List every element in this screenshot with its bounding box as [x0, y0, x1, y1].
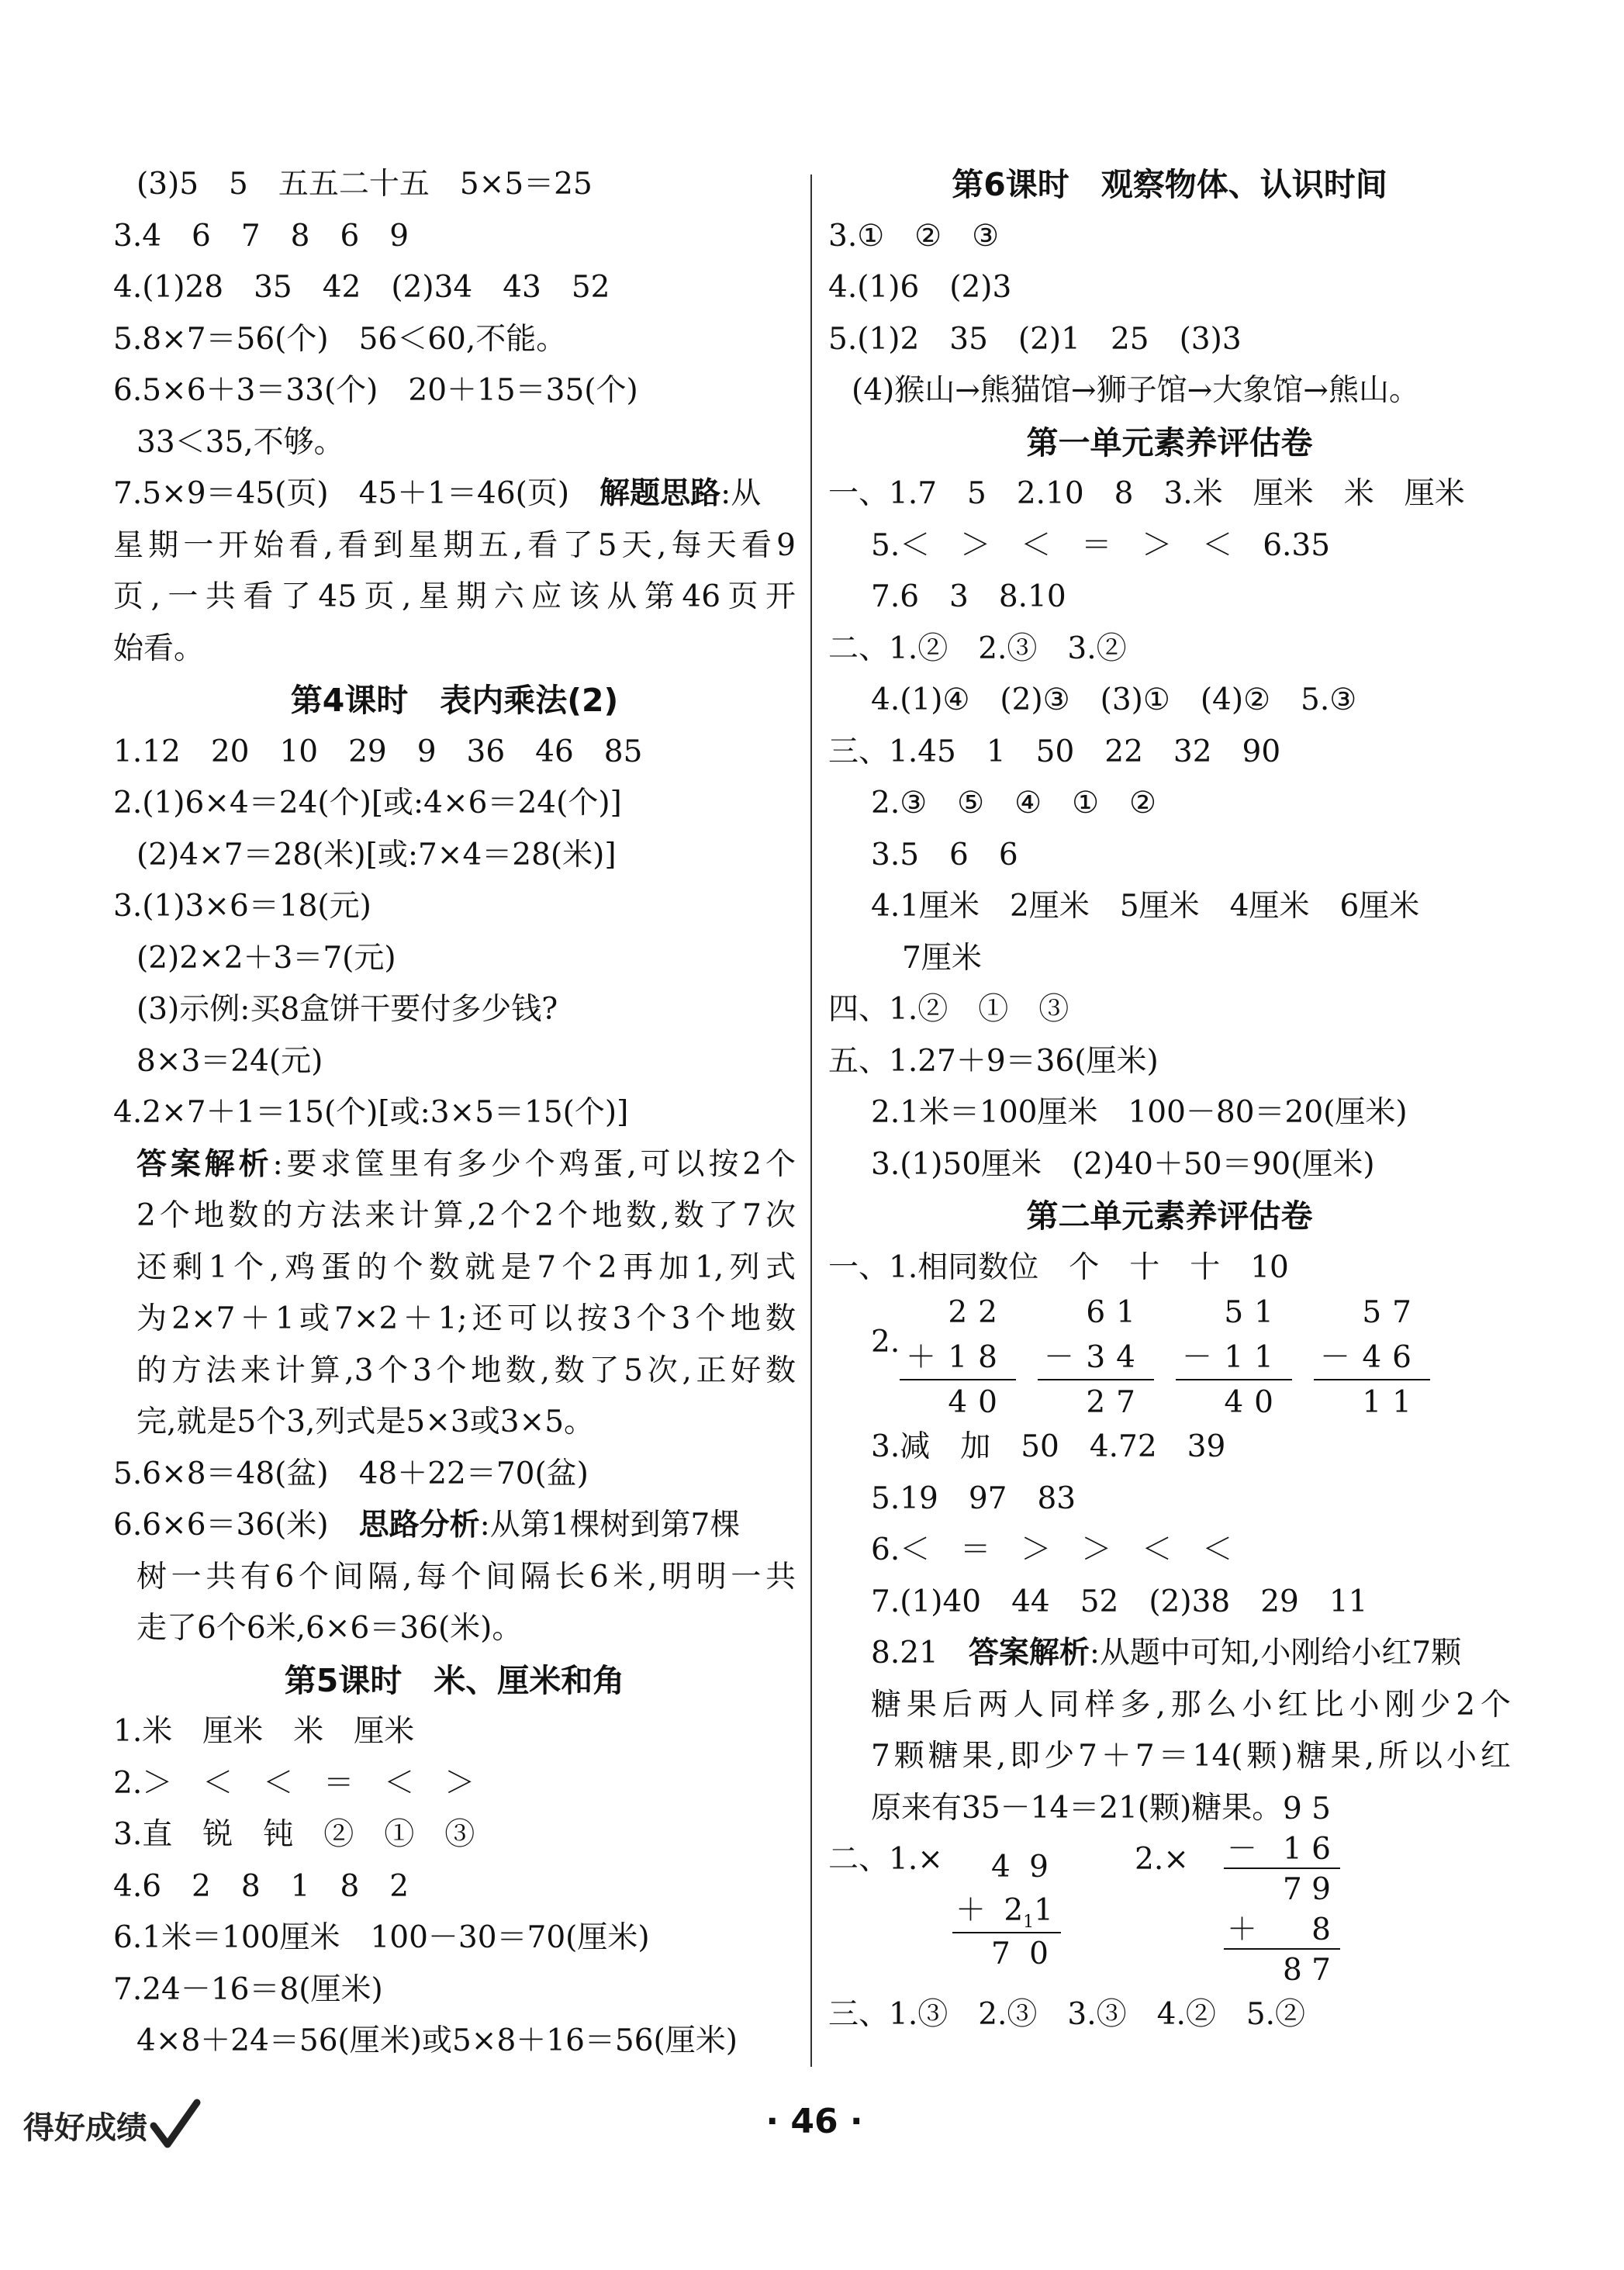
- calc-operator: －: [1320, 1340, 1351, 1375]
- answer-line: 5.19 97 83: [871, 1481, 1076, 1516]
- answer-line: 3.(1)3×6＝18(元): [113, 889, 371, 924]
- answer-line: 8×3＝24(元): [136, 1043, 323, 1079]
- explanation-line: [113, 1139, 796, 1191]
- vertical-calc: [1038, 1287, 1154, 1427]
- answer-line: 2.③ ⑤ ④ ① ②: [871, 786, 1157, 821]
- answer-line: 4×8＋24＝56(厘米)或5×8＋16＝56(厘米): [136, 2023, 738, 2058]
- vertical-calc: [900, 1287, 1016, 1427]
- calc-result: 40: [948, 1385, 1008, 1420]
- question-number: 2.: [871, 1325, 900, 1360]
- calc-mid: 1 6: [1282, 1832, 1331, 1867]
- answer-text: :从题中可知,小刚给小红7颗: [1089, 1636, 1462, 1671]
- explanation-line: 页,一共看了45页,星期六应该从第46页开: [113, 579, 796, 614]
- calc-top: 4 9: [990, 1850, 1053, 1885]
- explanation-line: 原来有35－14＝21(颗)糖果。: [871, 1790, 1283, 1826]
- section-heading: 第4课时 表内乘法(2): [290, 682, 619, 719]
- calc-mid: 11: [1224, 1340, 1284, 1375]
- answer-line: 一、1.相同数位 个 十 十 10: [828, 1249, 1289, 1285]
- brand-text: 得好成绩: [23, 2109, 147, 2146]
- calc-mid-digit: 2: [1004, 1893, 1024, 1928]
- answer-line: 33＜35,不够。: [136, 424, 344, 460]
- right-column: [828, 159, 1511, 2041]
- calc-result: 7 0: [990, 1937, 1053, 1971]
- answer-line: 三、1.45 1 50 22 32 90: [828, 734, 1281, 769]
- explanation-line: 糖果后两人同样多,那么小红比小刚少2个: [871, 1687, 1511, 1722]
- answer-line: 3.5 6 6: [871, 837, 1018, 872]
- answer-line: 7厘米: [902, 940, 982, 976]
- calc-operator: ＋: [955, 1893, 986, 1928]
- calc-mid: 34: [1086, 1340, 1146, 1375]
- calc-top: 22: [948, 1295, 1008, 1330]
- calc-result: 11: [1362, 1385, 1422, 1420]
- answer-line: 4.(1)④ (2)③ (3)① (4)② 5.③: [871, 682, 1357, 717]
- hint-label: 解题思路: [599, 476, 721, 511]
- answer-line: 2.1米＝100厘米 100－80＝20(厘米): [871, 1095, 1408, 1130]
- section-heading: 第5课时 米、厘米和角: [284, 1661, 625, 1699]
- explanation-line: 还剩1个,鸡蛋的个数就是7个2再加1,列式: [136, 1249, 796, 1285]
- question-number: 二、1.×: [828, 1842, 943, 1877]
- answer-line: [828, 1628, 1511, 1680]
- calc-mid: 8: [1311, 1912, 1331, 1947]
- calc-mid-digit: 1: [1034, 1893, 1053, 1928]
- answer-text: :从: [720, 476, 762, 511]
- answer-text: :从第1棵树到第7棵: [479, 1508, 741, 1543]
- calc-top: 51: [1224, 1295, 1284, 1330]
- explanation-line: 始看。: [113, 631, 205, 666]
- vertical-calc: [1224, 1784, 1340, 1993]
- answer-line: 3.直 锐 钝 ② ① ③: [113, 1817, 475, 1852]
- section-heading: 第一单元素养评估卷: [1026, 423, 1313, 461]
- explanation-line: 2个地数的方法来计算,2个2个地数,数了7次: [136, 1198, 796, 1233]
- answer-line: 2.＞ ＜ ＜ ＝ ＜ ＞: [113, 1765, 475, 1801]
- left-column: [113, 159, 796, 2068]
- answer-line: 3.4 6 7 8 6 9: [113, 218, 409, 254]
- explanation-line: 为2×7＋1或7×2＋1;还可以按3个3个地数: [136, 1301, 796, 1336]
- calc-top: 61: [1086, 1295, 1146, 1330]
- answer-line: (3)示例:买8盒饼干要付多少钱?: [136, 992, 558, 1027]
- answer-line: 5.6×8＝48(盆) 48＋22＝70(盆): [113, 1456, 589, 1491]
- calc-operator: ＋: [1227, 1912, 1258, 1947]
- explanation-line: 的方法来计算,3个3个地数,数了5次,正好数: [136, 1353, 796, 1388]
- carry-mark: 1: [1023, 1912, 1035, 1932]
- calc-mid: 18: [948, 1340, 1008, 1375]
- answer-line: 7.24－16＝8(厘米): [113, 1971, 383, 2007]
- answer-line: (2)4×7＝28(米)[或:7×4＝28(米)]: [136, 837, 617, 872]
- answer-line: 1.米 厘米 米 厘米: [113, 1714, 415, 1749]
- answer-text: 7.5×9＝45(页) 45＋1＝46(页): [113, 476, 600, 511]
- answer-line: 6.5×6＋3＝33(个) 20＋15＝35(个): [113, 373, 638, 408]
- answer-line: 四、1.② ① ③: [828, 992, 1069, 1027]
- vertical-calc-row: [828, 1294, 1511, 1422]
- hint-label: 答案解析: [136, 1146, 273, 1182]
- vertical-calc: [1176, 1287, 1292, 1427]
- answer-line: 4.6 2 8 1 8 2: [113, 1868, 409, 1904]
- answer-line: [113, 468, 796, 520]
- calc-result: 7 9: [1282, 1872, 1331, 1907]
- answer-line: 6.＜ ＝ ＞ ＞ ＜ ＜: [871, 1532, 1233, 1567]
- answer-line: 5.(1)2 35 (2)1 25 (3)3: [828, 321, 1242, 357]
- checkmark-icon: [147, 2098, 202, 2152]
- vertical-calc: [1314, 1287, 1430, 1427]
- answer-line: 三、1.③ 2.③ 3.③ 4.② 5.②: [828, 1997, 1306, 2032]
- answer-line: 4.1厘米 2厘米 5厘米 4厘米 6厘米: [871, 889, 1420, 924]
- calc-operator: ＋: [906, 1340, 937, 1375]
- calc-result: 8 7: [1282, 1953, 1331, 1988]
- calc-top: 9 5: [1282, 1791, 1331, 1826]
- answer-text: 8.21: [871, 1636, 969, 1671]
- explanation-line: 7颗糖果,即少7＋7＝14(颗)糖果,所以小红: [871, 1739, 1511, 1774]
- answer-line: 3.① ② ③: [828, 218, 1000, 254]
- explanation-line: 走了6个6米,6×6＝36(米)。: [136, 1611, 523, 1646]
- answer-line: (3)5 5 五五二十五 5×5＝25: [136, 167, 593, 202]
- hint-label: 思路分析: [358, 1508, 480, 1543]
- answer-line: 一、1.7 5 2.10 8 3.米 厘米 米 厘米: [828, 476, 1465, 511]
- vertical-calc: [952, 1842, 1061, 1981]
- answer-line: 3.(1)50厘米 (2)40＋50＝90(厘米): [871, 1146, 1375, 1182]
- hint-label: 答案解析: [968, 1636, 1090, 1671]
- answer-line: 4.(1)28 35 42 (2)34 43 52: [113, 270, 610, 305]
- answer-line: (2)2×2＋3＝7(元): [136, 940, 396, 976]
- brand-logo: [23, 2098, 202, 2152]
- section-heading: 第二单元素养评估卷: [1026, 1197, 1313, 1235]
- calc-mid: 46: [1362, 1340, 1422, 1375]
- calc-top: 57: [1362, 1295, 1422, 1330]
- answer-line: 7.6 3 8.10: [871, 579, 1066, 614]
- answer-line: 1.12 20 10 29 9 36 46 85: [113, 734, 643, 769]
- calc-operator: －: [1227, 1832, 1258, 1867]
- answer-line: 4.(1)6 (2)3: [828, 270, 1012, 305]
- answer-line: 5.8×7＝56(个) 56＜60,不能。: [113, 321, 567, 357]
- answer-text: :要求筐里有多少个鸡蛋,可以按2个: [272, 1146, 796, 1182]
- explanation-line: 星期一开始看,看到星期五,看了5天,每天看9: [113, 527, 796, 563]
- answer-line: 五、1.27＋9＝36(厘米): [828, 1043, 1159, 1079]
- calc-result: 27: [1086, 1385, 1146, 1420]
- explanation-line: 树一共有6个间隔,每个间隔长6米,明明一共: [136, 1559, 796, 1595]
- answer-line: 6.1米＝100厘米 100－30＝70(厘米): [113, 1920, 650, 1955]
- section-heading: 第6课时 观察物体、认识时间: [952, 166, 1387, 203]
- calc-result: 40: [1224, 1385, 1284, 1420]
- calc-operator: －: [1044, 1340, 1075, 1375]
- answer-line: [113, 1500, 796, 1552]
- answer-line: 4.2×7＋1＝15(个)[或:3×5＝15(个)]: [113, 1095, 629, 1130]
- answer-text: 6.6×6＝36(米): [113, 1508, 359, 1543]
- question-number: 2.×: [1135, 1842, 1189, 1877]
- calc-operator: －: [1182, 1340, 1213, 1375]
- answer-line: 5.＜ ＞ ＜ ＝ ＞ ＜ 6.35: [871, 527, 1331, 563]
- answer-line: 二、1.② 2.③ 3.②: [828, 631, 1127, 666]
- answer-line: (4)猴山→熊猫馆→狮子馆→大象馆→熊山。: [852, 373, 1419, 408]
- answer-line: 7.(1)40 44 52 (2)38 29 11: [871, 1584, 1368, 1619]
- answer-line: 2.(1)6×4＝24(个)[或:4×6＝24(个)]: [113, 786, 622, 821]
- answer-line: 3.减 加 50 4.72 39: [871, 1429, 1226, 1464]
- explanation-line: 完,就是5个3,列式是5×3或3×5。: [136, 1404, 595, 1439]
- column-divider: [810, 174, 812, 2067]
- page-number: · 46 ·: [765, 2102, 863, 2141]
